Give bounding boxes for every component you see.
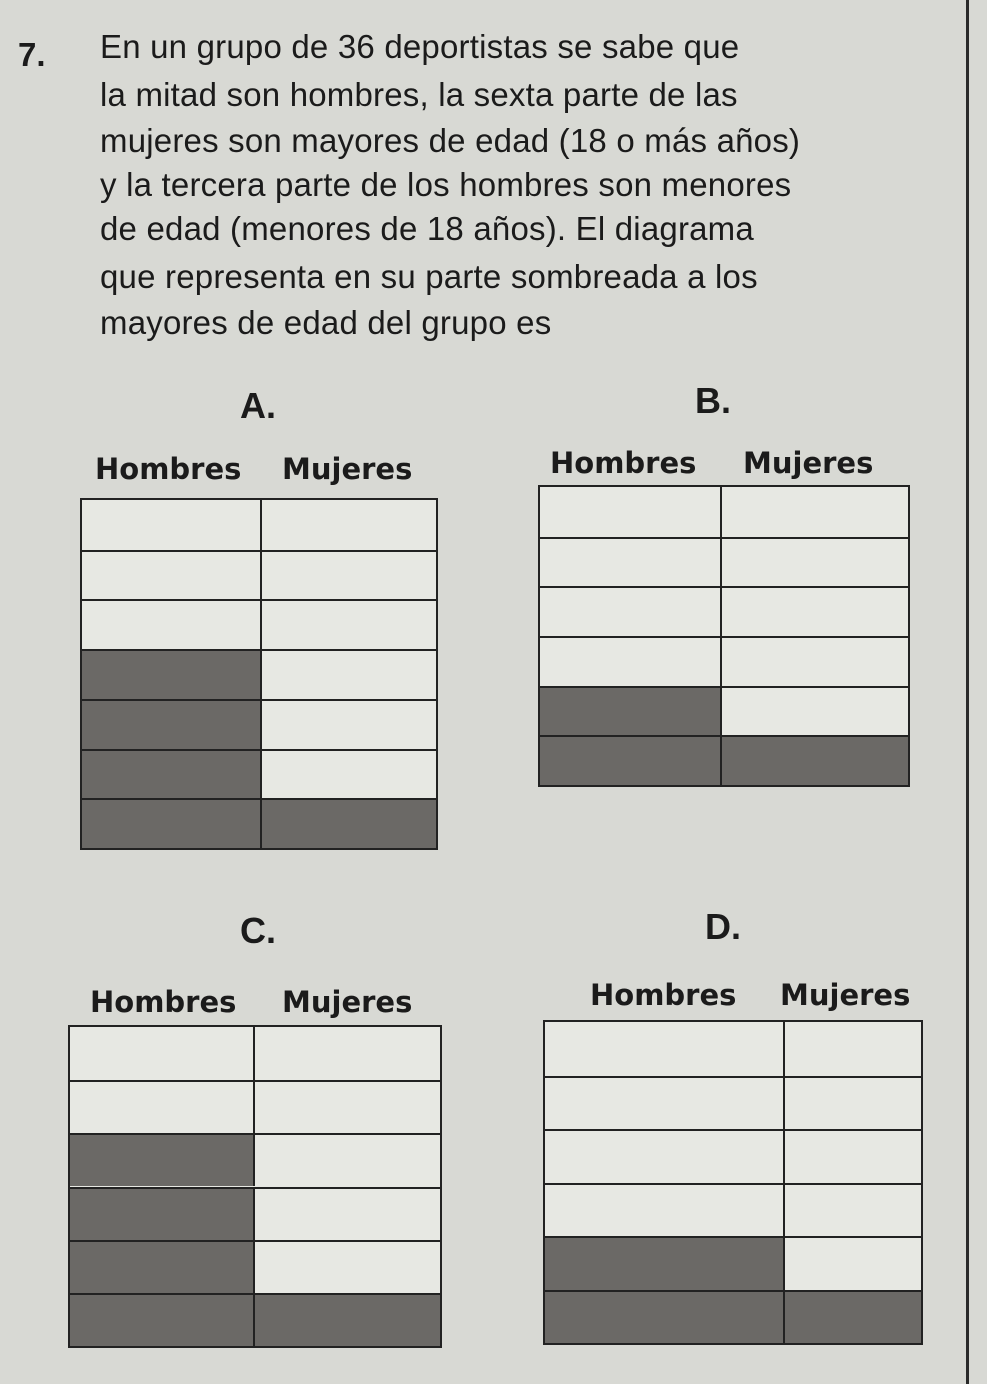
option-b-men-cell xyxy=(540,737,722,785)
option-d-men-cell xyxy=(545,1078,785,1130)
option-a-men-cell xyxy=(82,500,262,550)
option-a-row xyxy=(82,699,436,749)
option-d-women-cell xyxy=(785,1292,921,1344)
option-d-women-cell xyxy=(785,1238,921,1290)
option-b-women-cell xyxy=(722,539,908,587)
option-b-women-cell xyxy=(722,487,908,537)
option-a-women-cell xyxy=(262,701,436,749)
option-d-men-cell xyxy=(545,1185,785,1237)
option-c-row xyxy=(70,1187,440,1240)
page-edge-rule xyxy=(966,0,969,1384)
option-a-row xyxy=(82,500,436,550)
option-a-men-cell xyxy=(82,751,262,799)
option-d-letter[interactable]: D. xyxy=(705,906,741,947)
option-d-row xyxy=(545,1076,921,1130)
option-c-row xyxy=(70,1027,440,1080)
option-b-row xyxy=(540,686,908,736)
option-d-women-cell xyxy=(785,1022,921,1076)
option-a-women-cell xyxy=(262,601,436,649)
option-c-diagram[interactable] xyxy=(68,1025,442,1348)
option-a-women-cell xyxy=(262,500,436,550)
option-c-women-cell xyxy=(255,1082,440,1133)
option-c-women-cell xyxy=(255,1027,440,1080)
option-c-header-women: Mujeres xyxy=(282,985,413,1019)
option-a-men-cell xyxy=(82,800,262,848)
option-c-row xyxy=(70,1240,440,1293)
option-c-men-cell xyxy=(70,1242,255,1293)
option-a-row xyxy=(82,599,436,649)
option-b-header-men: Hombres xyxy=(550,446,697,480)
option-c-men-cell xyxy=(70,1189,255,1240)
option-a-letter[interactable]: A. xyxy=(240,385,276,426)
option-c-men-cell xyxy=(70,1135,255,1186)
option-a-women-cell xyxy=(262,651,436,699)
option-a-diagram[interactable] xyxy=(80,498,438,850)
option-b-men-cell xyxy=(540,539,722,587)
option-a-row xyxy=(82,798,436,848)
option-b-row xyxy=(540,586,908,636)
option-a-header-women: Mujeres xyxy=(282,452,413,486)
option-c-men-cell xyxy=(70,1082,255,1133)
option-d-diagram[interactable] xyxy=(543,1020,923,1345)
option-c-women-cell xyxy=(255,1295,440,1346)
option-b-row xyxy=(540,487,908,537)
option-d-header-men: Hombres xyxy=(590,978,737,1012)
option-a-women-cell xyxy=(262,800,436,848)
option-b-women-cell xyxy=(722,688,908,736)
option-d-row xyxy=(545,1183,921,1237)
option-d-men-cell xyxy=(545,1292,785,1344)
option-c-men-cell xyxy=(70,1027,255,1080)
option-b-diagram[interactable] xyxy=(538,485,910,787)
option-a-men-cell xyxy=(82,552,262,600)
option-d-header-women: Mujeres xyxy=(780,978,911,1012)
option-a-header-men: Hombres xyxy=(95,452,242,486)
option-c-women-cell xyxy=(255,1189,440,1240)
option-a-men-cell xyxy=(82,601,262,649)
option-d-row xyxy=(545,1129,921,1183)
option-d-row xyxy=(545,1236,921,1290)
option-c-women-cell xyxy=(255,1135,440,1186)
option-d-row xyxy=(545,1290,921,1344)
question-line-7: mayores de edad del grupo es xyxy=(100,304,552,341)
option-b-row xyxy=(540,735,908,785)
question-line-6: que representa en su parte sombreada a los xyxy=(100,258,758,295)
option-d-men-cell xyxy=(545,1238,785,1290)
option-d-women-cell xyxy=(785,1185,921,1237)
option-a-row xyxy=(82,649,436,699)
option-b-men-cell xyxy=(540,688,722,736)
option-d-row xyxy=(545,1022,921,1076)
option-b-letter[interactable]: B. xyxy=(695,380,731,421)
option-d-women-cell xyxy=(785,1131,921,1183)
option-a-women-cell xyxy=(262,552,436,600)
option-a-row xyxy=(82,550,436,600)
option-b-women-cell xyxy=(722,638,908,686)
option-a-women-cell xyxy=(262,751,436,799)
option-d-men-cell xyxy=(545,1131,785,1183)
option-a-men-cell xyxy=(82,651,262,699)
option-c-women-cell xyxy=(255,1242,440,1293)
option-b-row xyxy=(540,537,908,587)
option-b-men-cell xyxy=(540,588,722,636)
question-line-5: de edad (menores de 18 años). El diagrama xyxy=(100,210,754,247)
option-d-men-cell xyxy=(545,1022,785,1076)
question-line-3: mujeres son mayores de edad (18 o más años) xyxy=(100,122,801,159)
option-c-men-cell xyxy=(70,1295,255,1346)
option-b-men-cell xyxy=(540,487,722,537)
option-d-women-cell xyxy=(785,1078,921,1130)
option-b-women-cell xyxy=(722,588,908,636)
option-c-row xyxy=(70,1293,440,1346)
option-b-row xyxy=(540,636,908,686)
question-line-2: la mitad son hombres, la sexta parte de las xyxy=(100,76,738,113)
option-c-row xyxy=(70,1133,440,1186)
question-line-1: En un grupo de 36 deportistas se sabe que xyxy=(100,28,740,65)
option-b-men-cell xyxy=(540,638,722,686)
option-b-header-women: Mujeres xyxy=(743,446,874,480)
option-c-header-men: Hombres xyxy=(90,985,237,1019)
question-line-4: y la tercera parte de los hombres son menores xyxy=(100,166,792,203)
option-c-letter[interactable]: C. xyxy=(240,910,276,951)
option-c-row xyxy=(70,1080,440,1133)
option-a-men-cell xyxy=(82,701,262,749)
option-b-women-cell xyxy=(722,737,908,785)
question-number: 7. xyxy=(18,36,46,73)
option-a-row xyxy=(82,749,436,799)
